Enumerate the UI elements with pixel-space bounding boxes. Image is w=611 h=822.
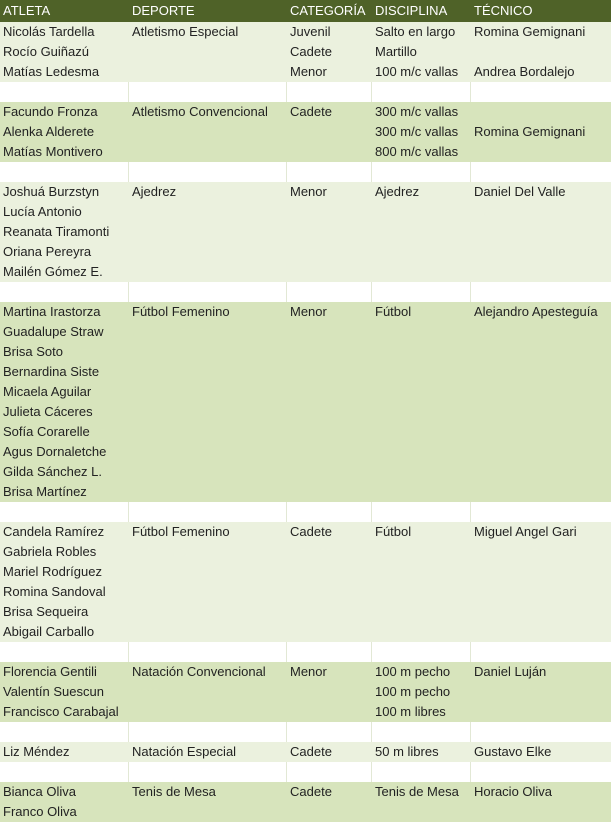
cell-categoria[interactable]: [287, 462, 372, 482]
cell-disciplina[interactable]: [372, 462, 471, 482]
cell-deporte[interactable]: [129, 222, 287, 242]
cell-categoria[interactable]: [287, 242, 372, 262]
cell-tecnico[interactable]: [471, 402, 611, 422]
cell-disciplina[interactable]: [372, 422, 471, 442]
cell-disciplina[interactable]: [372, 602, 471, 622]
cell-disciplina[interactable]: [372, 582, 471, 602]
cell-tecnico[interactable]: Romina Gemignani: [474, 24, 586, 39]
table-row: [0, 362, 611, 382]
cell-deporte[interactable]: [129, 802, 287, 822]
athlete-group: [0, 302, 611, 502]
cell-categoria[interactable]: [287, 362, 372, 382]
blank-cell[interactable]: [287, 762, 372, 782]
header-tecnico[interactable]: TÉCNICO: [474, 3, 533, 18]
cell-atleta[interactable]: Florencia Gentili: [3, 664, 97, 679]
blank-cell[interactable]: [287, 162, 372, 182]
cell-atleta[interactable]: Bernardina Siste: [3, 364, 100, 379]
table-row: [0, 802, 611, 822]
cell-deporte[interactable]: Fútbol Femenino: [132, 524, 230, 539]
table-row: [0, 582, 611, 602]
cell-categoria[interactable]: Menor: [290, 184, 327, 199]
cell-tecnico[interactable]: [471, 142, 611, 162]
athlete-group: [0, 782, 611, 822]
blank-cell[interactable]: [372, 762, 471, 782]
cell-atleta[interactable]: Sofía Corarelle: [3, 424, 90, 439]
cell-disciplina[interactable]: [372, 562, 471, 582]
cell-tecnico[interactable]: [471, 102, 611, 122]
cell-deporte[interactable]: [129, 682, 287, 702]
blank-cell[interactable]: [372, 162, 471, 182]
header-deporte[interactable]: DEPORTE: [132, 3, 195, 18]
cell-tecnico[interactable]: [471, 482, 611, 502]
cell-categoria[interactable]: [287, 422, 372, 442]
cell-categoria[interactable]: [287, 582, 372, 602]
cell-categoria[interactable]: Cadete: [290, 104, 332, 119]
blank-cell[interactable]: [129, 642, 287, 662]
cell-deporte[interactable]: [129, 442, 287, 462]
cell-categoria[interactable]: [287, 382, 372, 402]
blank-row: [0, 502, 611, 522]
header-disciplina[interactable]: DISCIPLINA: [375, 3, 448, 18]
table-row: [0, 422, 611, 442]
cell-tecnico[interactable]: Miguel Angel Gari: [474, 524, 577, 539]
cell-tecnico[interactable]: [471, 422, 611, 442]
cell-tecnico[interactable]: Romina Gemignani: [474, 124, 586, 139]
blank-cell[interactable]: [372, 82, 471, 102]
cell-disciplina[interactable]: [372, 482, 471, 502]
cell-atleta[interactable]: Joshuá Burzstyn: [3, 184, 100, 199]
cell-deporte[interactable]: [129, 362, 287, 382]
header-categoria[interactable]: CATEGORÍA: [290, 3, 366, 18]
blank-cell[interactable]: [287, 722, 372, 742]
cell-disciplina[interactable]: 50 m libres: [375, 744, 439, 759]
cell-atleta[interactable]: Mailén Gómez E.: [3, 264, 103, 279]
blank-cell[interactable]: [471, 82, 611, 102]
cell-tecnico[interactable]: [471, 42, 611, 62]
cell-deporte[interactable]: Natación Convencional: [132, 664, 266, 679]
blank-cell[interactable]: [287, 642, 372, 662]
blank-cell[interactable]: [372, 642, 471, 662]
cell-deporte[interactable]: Natación Especial: [132, 744, 237, 759]
cell-deporte[interactable]: [129, 542, 287, 562]
cell-categoria[interactable]: Juvenil: [290, 24, 331, 39]
cell-tecnico[interactable]: Gustavo Elke: [474, 744, 552, 759]
cell-disciplina[interactable]: Salto en largo: [375, 24, 456, 39]
cell-disciplina[interactable]: [372, 222, 471, 242]
cell-atleta[interactable]: Candela Ramírez: [3, 524, 105, 539]
cell-atleta[interactable]: Facundo Fronza: [3, 104, 98, 119]
cell-categoria[interactable]: [287, 402, 372, 422]
cell-categoria[interactable]: [287, 322, 372, 342]
table-row: [0, 62, 611, 82]
cell-tecnico[interactable]: [471, 382, 611, 402]
blank-cell[interactable]: [0, 82, 129, 102]
cell-categoria[interactable]: [287, 122, 372, 142]
cell-disciplina[interactable]: [372, 402, 471, 422]
cell-disciplina[interactable]: [372, 262, 471, 282]
cell-deporte[interactable]: [129, 562, 287, 582]
blank-row: [0, 162, 611, 182]
cell-atleta[interactable]: Guadalupe Straw: [3, 324, 104, 339]
cell-atleta[interactable]: Julieta Cáceres: [3, 404, 93, 419]
cell-deporte[interactable]: [129, 422, 287, 442]
cell-categoria[interactable]: Cadete: [290, 44, 332, 59]
cell-tecnico[interactable]: [471, 342, 611, 362]
blank-cell[interactable]: [471, 762, 611, 782]
cell-atleta[interactable]: Franco Oliva: [3, 804, 77, 819]
cell-categoria[interactable]: Menor: [290, 664, 327, 679]
cell-tecnico[interactable]: [471, 602, 611, 622]
cell-disciplina[interactable]: [372, 442, 471, 462]
blank-cell[interactable]: [0, 722, 129, 742]
cell-categoria[interactable]: [287, 262, 372, 282]
cell-categoria[interactable]: Menor: [290, 304, 327, 319]
cell-deporte[interactable]: Atletismo Especial: [132, 24, 239, 39]
cell-deporte[interactable]: [129, 42, 287, 62]
cell-deporte[interactable]: Tenis de Mesa: [132, 784, 216, 799]
table-row: [0, 682, 611, 702]
cell-tecnico[interactable]: Alejandro Apesteguía: [474, 304, 598, 319]
cell-atleta[interactable]: Brisa Martínez: [3, 484, 87, 499]
cell-atleta[interactable]: Liz Méndez: [3, 744, 70, 759]
cell-atleta[interactable]: Romina Sandoval: [3, 584, 106, 599]
cell-categoria[interactable]: Menor: [290, 64, 327, 79]
table-row: [0, 142, 611, 162]
table-row: [0, 202, 611, 222]
athlete-group: [0, 22, 611, 82]
cell-deporte[interactable]: [129, 602, 287, 622]
cell-atleta[interactable]: Oriana Pereyra: [3, 244, 92, 259]
cell-categoria[interactable]: [287, 562, 372, 582]
cell-disciplina[interactable]: Fútbol: [375, 524, 412, 539]
blank-cell[interactable]: [129, 502, 287, 522]
table-row: [0, 602, 611, 622]
blank-cell[interactable]: [471, 642, 611, 662]
cell-disciplina[interactable]: 100 m/c vallas: [375, 64, 459, 79]
cell-atleta[interactable]: Matías Ledesma: [3, 64, 100, 79]
cell-tecnico[interactable]: [471, 262, 611, 282]
cell-atleta[interactable]: Brisa Sequeira: [3, 604, 89, 619]
cell-atleta[interactable]: Abigail Carballo: [3, 624, 95, 639]
cell-categoria[interactable]: Cadete: [290, 784, 332, 799]
table-row: [0, 242, 611, 262]
cell-tecnico[interactable]: [471, 622, 611, 642]
cell-atleta[interactable]: Mariel Rodríguez: [3, 564, 102, 579]
cell-tecnico[interactable]: Horacio Oliva: [474, 784, 553, 799]
blank-cell[interactable]: [0, 162, 129, 182]
blank-row: [0, 642, 611, 662]
cell-tecnico[interactable]: [471, 462, 611, 482]
table-row: [0, 702, 611, 722]
blank-cell[interactable]: [372, 502, 471, 522]
cell-categoria[interactable]: [287, 342, 372, 362]
blank-cell[interactable]: [287, 502, 372, 522]
athlete-group: [0, 182, 611, 282]
cell-tecnico[interactable]: Daniel Luján: [474, 664, 547, 679]
cell-deporte[interactable]: Ajedrez: [132, 184, 177, 199]
cell-categoria[interactable]: [287, 802, 372, 822]
cell-disciplina[interactable]: [372, 362, 471, 382]
cell-tecnico[interactable]: [471, 202, 611, 222]
blank-cell[interactable]: [129, 82, 287, 102]
cell-categoria[interactable]: [287, 682, 372, 702]
cell-disciplina[interactable]: 800 m/c vallas: [375, 144, 459, 159]
cell-disciplina[interactable]: [372, 242, 471, 262]
cell-deporte[interactable]: [129, 462, 287, 482]
cell-disciplina[interactable]: 100 m libres: [375, 704, 446, 719]
cell-tecnico[interactable]: [471, 242, 611, 262]
blank-cell[interactable]: [0, 762, 129, 782]
table-header: [0, 0, 611, 22]
cell-tecnico[interactable]: [471, 442, 611, 462]
cell-disciplina[interactable]: Tenis de Mesa: [375, 784, 459, 799]
table-row: [0, 482, 611, 502]
table-row: [0, 42, 611, 62]
cell-deporte[interactable]: [129, 702, 287, 722]
cell-categoria[interactable]: [287, 442, 372, 462]
cell-tecnico[interactable]: [471, 702, 611, 722]
cell-deporte[interactable]: [129, 202, 287, 222]
table-row: [0, 342, 611, 362]
blank-cell[interactable]: [471, 722, 611, 742]
cell-deporte[interactable]: [129, 322, 287, 342]
cell-deporte[interactable]: [129, 622, 287, 642]
cell-disciplina[interactable]: 300 m/c vallas: [375, 124, 459, 139]
blank-row: [0, 82, 611, 102]
table-row: [0, 562, 611, 582]
cell-disciplina[interactable]: Martillo: [375, 44, 417, 59]
cell-tecnico[interactable]: [471, 802, 611, 822]
cell-tecnico[interactable]: [471, 682, 611, 702]
blank-cell[interactable]: [129, 162, 287, 182]
cell-disciplina[interactable]: [372, 322, 471, 342]
cell-categoria[interactable]: [287, 542, 372, 562]
blank-cell[interactable]: [471, 502, 611, 522]
table-row: [0, 322, 611, 342]
table-row: [0, 262, 611, 282]
athlete-group: [0, 102, 611, 162]
cell-deporte[interactable]: [129, 262, 287, 282]
cell-categoria[interactable]: [287, 482, 372, 502]
cell-categoria[interactable]: [287, 622, 372, 642]
cell-disciplina[interactable]: [372, 622, 471, 642]
cell-atleta[interactable]: Brisa Soto: [3, 344, 63, 359]
athlete-group: [0, 742, 611, 762]
table-row: [0, 402, 611, 422]
cell-atleta[interactable]: Nicolás Tardella: [3, 24, 95, 39]
table-row: [0, 742, 611, 762]
cell-atleta[interactable]: Alenka Alderete: [3, 124, 95, 139]
cell-disciplina[interactable]: 100 m pecho: [375, 684, 451, 699]
cell-deporte[interactable]: [129, 242, 287, 262]
cell-categoria[interactable]: Cadete: [290, 524, 332, 539]
table-row: [0, 522, 611, 542]
blank-row: [0, 762, 611, 782]
blank-cell[interactable]: [471, 162, 611, 182]
blank-cell[interactable]: [129, 762, 287, 782]
cell-categoria[interactable]: Cadete: [290, 744, 332, 759]
table-row: [0, 22, 611, 42]
blank-row: [0, 722, 611, 742]
cell-disciplina[interactable]: 100 m pecho: [375, 664, 451, 679]
cell-atleta[interactable]: Francisco Carabajal: [3, 704, 119, 719]
cell-deporte[interactable]: [129, 342, 287, 362]
cell-deporte[interactable]: [129, 382, 287, 402]
cell-atleta[interactable]: Bianca Oliva: [3, 784, 76, 799]
table-row: [0, 462, 611, 482]
cell-deporte[interactable]: [129, 122, 287, 142]
cell-deporte[interactable]: Atletismo Convencional: [132, 104, 268, 119]
athlete-group: [0, 522, 611, 642]
blank-cell[interactable]: [372, 722, 471, 742]
cell-deporte[interactable]: [129, 482, 287, 502]
table-row: [0, 662, 611, 682]
cell-tecnico[interactable]: Andrea Bordalejo: [474, 64, 575, 79]
athlete-group: [0, 662, 611, 722]
cell-categoria[interactable]: [287, 702, 372, 722]
table-row: [0, 782, 611, 802]
cell-atleta[interactable]: Matías Montivero: [3, 144, 103, 159]
table-row: [0, 182, 611, 202]
table-row: [0, 222, 611, 242]
blank-cell[interactable]: [129, 282, 287, 302]
cell-atleta[interactable]: Gilda Sánchez L.: [3, 464, 103, 479]
cell-disciplina[interactable]: [372, 802, 471, 822]
blank-cell[interactable]: [129, 722, 287, 742]
cell-deporte[interactable]: [129, 142, 287, 162]
header-atleta[interactable]: ATLETA: [3, 3, 51, 18]
cell-categoria[interactable]: [287, 142, 372, 162]
blank-cell[interactable]: [0, 502, 129, 522]
cell-disciplina[interactable]: [372, 542, 471, 562]
blank-cell[interactable]: [0, 642, 129, 662]
table-body: [0, 22, 611, 822]
cell-tecnico[interactable]: [471, 362, 611, 382]
cell-atleta[interactable]: Reanata Tiramonti: [3, 224, 110, 239]
cell-tecnico[interactable]: [471, 582, 611, 602]
cell-atleta[interactable]: Agus Dornaletche: [3, 444, 107, 459]
cell-atleta[interactable]: Martina Irastorza: [3, 304, 101, 319]
table-row: [0, 102, 611, 122]
table-row: [0, 622, 611, 642]
blank-row: [0, 282, 611, 302]
cell-categoria[interactable]: [287, 202, 372, 222]
cell-atleta[interactable]: Micaela Aguilar: [3, 384, 92, 399]
table-row: [0, 382, 611, 402]
cell-tecnico[interactable]: Daniel Del Valle: [474, 184, 566, 199]
blank-cell[interactable]: [372, 282, 471, 302]
cell-categoria[interactable]: [287, 222, 372, 242]
cell-deporte[interactable]: [129, 62, 287, 82]
blank-cell[interactable]: [471, 282, 611, 302]
cell-tecnico[interactable]: [471, 562, 611, 582]
cell-deporte[interactable]: [129, 582, 287, 602]
blank-cell[interactable]: [287, 82, 372, 102]
cell-disciplina[interactable]: [372, 342, 471, 362]
blank-cell[interactable]: [287, 282, 372, 302]
cell-tecnico[interactable]: [471, 222, 611, 242]
cell-disciplina[interactable]: Fútbol: [375, 304, 412, 319]
cell-disciplina[interactable]: [372, 202, 471, 222]
cell-atleta[interactable]: Lucía Antonio: [3, 204, 82, 219]
cell-categoria[interactable]: [287, 602, 372, 622]
table-row: [0, 302, 611, 322]
table-row: [0, 122, 611, 142]
cell-deporte[interactable]: [129, 402, 287, 422]
cell-atleta[interactable]: Valentín Suescun: [3, 684, 104, 699]
table-row: [0, 542, 611, 562]
table-row: [0, 442, 611, 462]
cell-atleta[interactable]: Gabriela Robles: [3, 544, 97, 559]
cell-deporte[interactable]: Fútbol Femenino: [132, 304, 230, 319]
cell-disciplina[interactable]: 300 m/c vallas: [375, 104, 459, 119]
cell-tecnico[interactable]: [471, 542, 611, 562]
cell-disciplina[interactable]: [372, 382, 471, 402]
cell-atleta[interactable]: Rocío Guiñazú: [3, 44, 89, 59]
blank-cell[interactable]: [0, 282, 129, 302]
cell-disciplina[interactable]: Ajedrez: [375, 184, 420, 199]
cell-tecnico[interactable]: [471, 322, 611, 342]
